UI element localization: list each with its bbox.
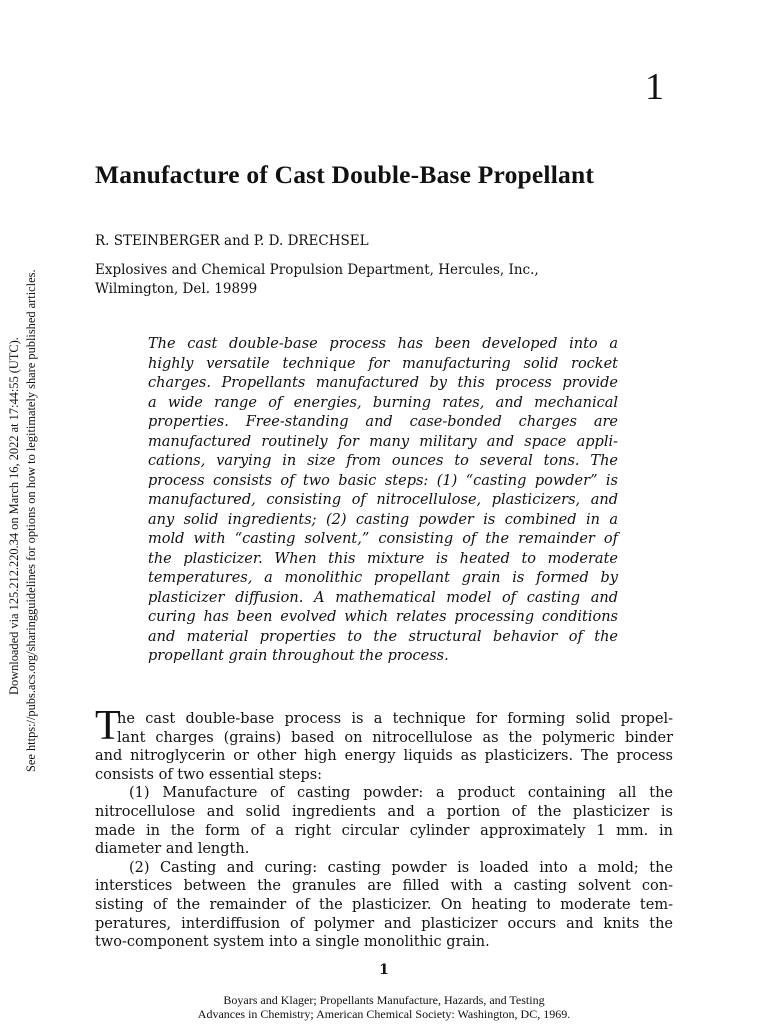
- body-text: [95, 710, 673, 952]
- body-line: interstices between the granules are filled with a casting solvent con-: [95, 878, 673, 895]
- body-line: and nitroglycerin or other high energy liquids as plasticizers. The process: [95, 748, 673, 765]
- affiliation-line: Explosives and Chemical Propulsion Department, Hercules, Inc.,: [95, 262, 539, 278]
- sharing-guidelines-notice: See https://pubs.acs.org/sharingguidelines for options on how to legitimately share published articles.: [24, 269, 38, 772]
- abstract-line: a wide range of energies, burning rates, and mechanical: [148, 394, 618, 411]
- abstract-line: mold with “casting solvent,” consisting of the remainder of: [148, 531, 618, 547]
- abstract-line: any solid ingredients; (2) casting powder is combined in a: [148, 511, 618, 528]
- abstract: [148, 335, 618, 667]
- paper-title: Manufacture of Cast Double-Base Propellant: [95, 160, 595, 189]
- footer-line: Advances in Chemistry; American Chemical Society: Washington, DC, 1969.: [197, 1007, 571, 1021]
- abstract-line: charges. Propellants manufactured by this process provide: [148, 375, 618, 391]
- citation-footer: [0, 993, 768, 1021]
- abstract-line: and material properties to the structural behavior of the: [148, 628, 618, 645]
- body-line: nitrocellulose and solid ingredients and a portion of the plasticizer is: [95, 803, 673, 820]
- body-line: sisting of the remainder of the plasticizer. On heating to moderate tem-: [95, 896, 673, 913]
- body-line: he cast double-base process is a technique for forming solid propel-: [117, 711, 673, 727]
- body-line: (1) Manufacture of casting powder: a product containing all the: [129, 785, 673, 802]
- download-notice: Downloaded via 125.212.220.34 on March 16, 2022 at 17:44:55 (UTC).: [7, 337, 21, 695]
- abstract-line: manufactured routinely for many military and space appli-: [148, 433, 618, 450]
- footer-line: Boyars and Klager; Propellants Manufacture, Hazards, and Testing: [223, 993, 545, 1007]
- abstract-line: process consists of two basic steps: (1) “casting powder” is: [148, 472, 618, 489]
- chapter-number: 1: [645, 66, 664, 108]
- abstract-line: properties. Free-standing and case-bonded charges are: [148, 414, 618, 430]
- abstract-line: manufactured, consisting of nitrocellulose, plasticizers, and: [148, 492, 618, 508]
- body-line: two-component system into a single monolithic grain.: [95, 934, 490, 951]
- affiliation: [95, 261, 539, 299]
- body-line: consists of two essential steps:: [95, 766, 323, 783]
- page-number: 1: [379, 962, 389, 978]
- body-line: diameter and length.: [95, 841, 250, 858]
- abstract-line: plasticizer diffusion. A mathematical model of casting and: [148, 589, 618, 606]
- authors: R. STEINBERGER and P. D. DRECHSEL: [95, 233, 369, 249]
- abstract-line: curing has been evolved which relates processing conditions: [148, 609, 618, 625]
- body-line: (2) Casting and curing: casting powder is loaded into a mold; the: [129, 859, 673, 876]
- drop-cap: T: [95, 703, 121, 749]
- abstract-line: the plasticizer. When this mixture is heated to moderate: [148, 550, 618, 567]
- body-line: peratures, interdiffusion of polymer and plasticizer occurs and knits the: [95, 915, 673, 932]
- affiliation-line: Wilmington, Del. 19899: [95, 281, 258, 297]
- abstract-line: cations, varying in size from ounces to several tons. The: [148, 453, 618, 469]
- abstract-line: propellant grain throughout the process.: [148, 648, 449, 664]
- abstract-line: The cast double-base process has been developed into a: [148, 336, 618, 352]
- abstract-line: temperatures, a monolithic propellant grain is formed by: [148, 570, 618, 586]
- body-line: lant charges (grains) based on nitrocellulose as the polymeric binder: [117, 729, 673, 746]
- abstract-line: highly versatile technique for manufacturing solid rocket: [148, 355, 618, 372]
- body-line: made in the form of a right circular cylinder approximately 1 mm. in: [95, 822, 673, 839]
